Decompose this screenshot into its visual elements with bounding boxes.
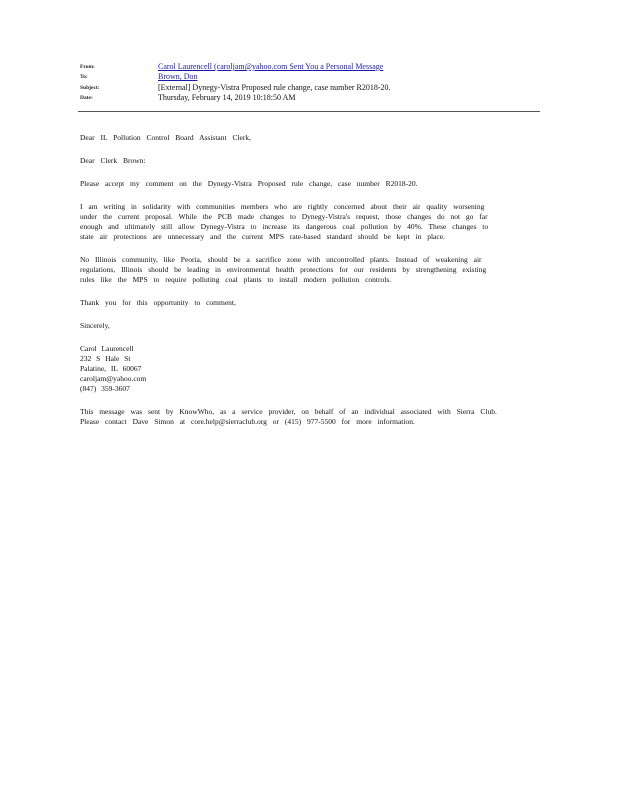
header-to-label: To: <box>80 74 88 80</box>
paragraph-line: under the current proposal. While the PCB made changes to Dynegy-Vistra's request, those changes do not go far <box>80 212 488 221</box>
salutation-clerk <box>80 133 540 143</box>
paragraph-line: Please accept my comment on the Dynegy-Vistra Proposed rule change, case number R2018-20. <box>80 179 418 188</box>
paragraph-line: No Illinois community, like Peoria, should be a sacrifice zone with uncontrolled plants. Instead of weakening air <box>80 255 482 264</box>
header-subject-value: [External] Dynegy-Vistra Proposed rule change, case number R2018-20. <box>158 83 391 92</box>
signature-street: 232 S Hale St <box>80 354 131 363</box>
paragraph-line: I am writing in solidarity with communities members who are rightly concerned about their air quality worsening <box>80 202 485 211</box>
paragraph-line: regulations, Illinois should be leading in environmental health protections for our residents by strengthening existing <box>80 265 487 274</box>
footer-notice <box>80 407 540 427</box>
paragraph-line: rules like the MPS to require polluting coal plants to install modern pollution controls. <box>80 275 392 284</box>
paragraph-line: state air protections are unnecessary and the current MPS rate-based standard should be kept in place. <box>80 232 445 241</box>
header-to-value[interactable]: Brown, Don <box>158 72 198 81</box>
footer-line: Please contact Dave Simon at core.help@sierraclub.org or (415) 977-5500 for more information. <box>80 417 415 426</box>
closing-line: Sincerely, <box>80 321 110 330</box>
closing <box>80 321 540 331</box>
signature-email: caroljam@yahoo.com <box>80 374 147 383</box>
email-body <box>80 133 540 440</box>
paragraph-solidarity <box>80 202 540 242</box>
header-date-label: Date: <box>80 95 93 101</box>
header-from-label: From: <box>80 64 95 70</box>
signature-phone: (847) 359-3607 <box>80 384 130 393</box>
header-date-value: Thursday, February 14, 2019 10:18:50 AM <box>158 93 296 102</box>
footer-line: This message was sent by KnowWho, as a service provider, on behalf of an individual associated with Sierra Club. <box>80 407 497 416</box>
header-from-value[interactable]: Carol Laurencell (caroljam@yahoo.com Sent You a Personal Message <box>158 62 384 71</box>
salutation-brown <box>80 156 540 166</box>
paragraph-line: Thank you for this opportunity to comment, <box>80 298 236 307</box>
salutation-line: Dear Clerk Brown: <box>80 156 146 165</box>
signature-block <box>80 344 540 394</box>
paragraph-comment-request <box>80 179 540 189</box>
signature-name: Carol Laurencell <box>80 344 134 353</box>
signature-city: Palatine, IL 60067 <box>80 364 142 373</box>
header-divider <box>78 111 540 112</box>
paragraph-line: enough and ultimately still allow Dynegy-Vistra to increase its dangerous coal pollution by 40%. These changes to <box>80 222 489 231</box>
header-subject-label: Subject: <box>80 85 100 91</box>
paragraph-sacrifice-zone <box>80 255 540 285</box>
paragraph-thanks <box>80 298 540 308</box>
salutation-line: Dear IL Pollution Control Board Assistant Clerk, <box>80 133 252 142</box>
